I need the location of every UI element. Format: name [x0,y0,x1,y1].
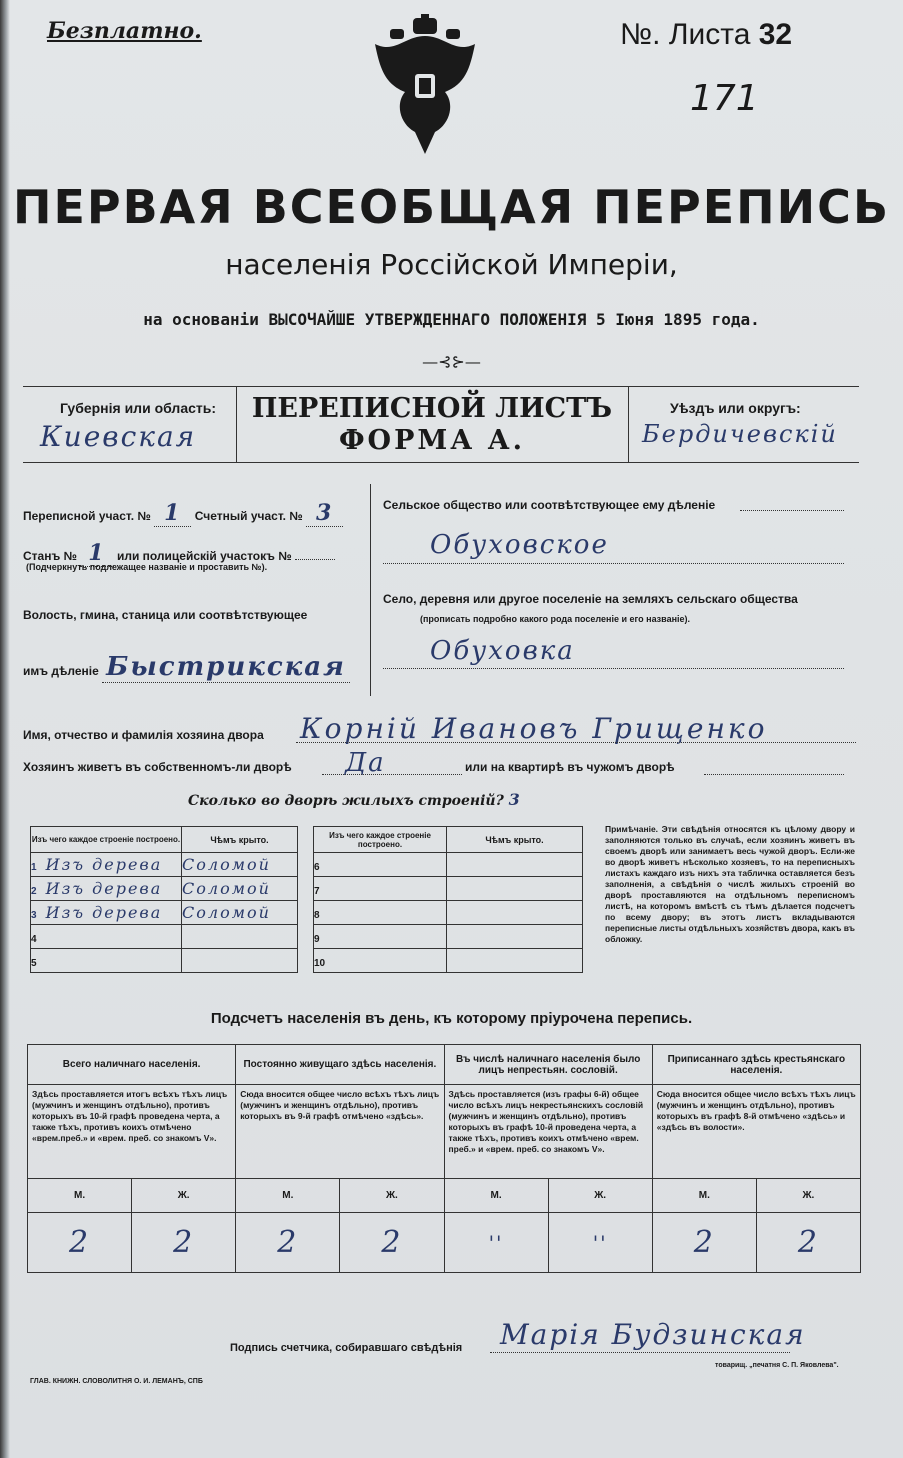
signature-value: Марія Будзинская [500,1318,806,1351]
buildings-table-right [313,826,583,973]
rule [490,1352,790,1353]
count-head: Въ числѣ наличнаго населенія было лицъ непрестьян. сословій. [444,1045,652,1085]
count-head: Постоянно живущаго здѣсь населенія. [236,1045,444,1085]
page-subtitle: населенія Россійской Имперіи, [225,248,678,281]
ornament: —⊰⊱— [422,352,481,371]
buildings-value: 3 [508,790,522,809]
count-value: 2 [236,1213,340,1273]
roof-cell: Соломой [182,901,298,925]
sheet-number [620,18,792,52]
rule [740,510,844,511]
uchastok-label: Переписной участ. № [23,509,151,523]
female-header: Ж. [340,1179,444,1213]
rule [322,774,462,775]
society-label: Сельское общество или соотвѣтствующее ему дѣленіе [383,498,716,512]
schetny-label: Счетный участ. № [194,509,303,523]
signature-label: Подпись счетчика, собиравшаго свѣдѣнія [230,1342,463,1354]
row-number: 8 [314,910,320,921]
row-number: 3 [31,910,39,921]
uchastok-value: 1 [154,500,191,527]
row-number: 7 [314,886,320,897]
police-note: (Подчеркнуть подлежащее названіе и проставить №). [26,562,268,572]
owner-value: Корній Ивановъ Грищенко [300,712,768,745]
count-value: 2 [340,1213,444,1273]
count-head: Всего наличнаго населенія. [28,1045,236,1085]
sheet-no-value: 32 [758,18,793,51]
basis-line: на основаніи ВЫСОЧАЙШЕ УТВЕРЖДЕННАГО ПОЛОЖЕНІЯ 5 Іюня 1895 года. [143,310,760,329]
roof-cell: Соломой [182,853,298,877]
count-value: 2 [652,1213,756,1273]
count-value: '' [548,1213,652,1273]
row-number: 9 [314,934,320,945]
col-roof: Чѣмъ крыто. [447,827,583,853]
volost-label-1: Волость, гмина, станица или соотвѣтствующее [23,608,308,622]
rule [23,462,859,463]
count-value: 2 [28,1213,132,1273]
rented-label: или на квартирѣ въ чужомъ дворѣ [465,760,675,774]
rule [704,774,844,775]
roof-cell: Соломой [182,877,298,901]
own-yard-label: Хозяинъ живетъ въ собственномъ-ли дворѣ [23,760,292,774]
archive-number: 171 [690,78,759,119]
col-roof: Чѣмъ крыто. [182,827,298,853]
count-value: 2 [756,1213,860,1273]
buildings-table-left [30,826,298,973]
count-desc: Здѣсь проставляется итогъ всѣхъ тѣхъ лицъ (мужчинъ и женщинъ отдѣльно), противъ которыхъ въ 10-й графѣ проведена черта, а также тѣхъ, противъ коихъ отмѣчено «врем.преб.» и «врем. преб. со знакомъ V». [28,1085,236,1179]
owner-label: Имя, отчество и фамилія хозяина двора [23,728,264,742]
imperial-eagle-icon [365,14,485,164]
rule [383,563,844,564]
sheet-no-label: №. Листа [620,18,751,51]
table-row [314,925,583,949]
form-title: ПЕРЕПИСНОЙ ЛИСТЪ [251,393,613,424]
free-label: Безплатно. [47,18,202,44]
volost-value: Быстрикская [102,652,350,683]
uezd-label: Уѣздъ или округъ: [670,400,801,416]
count-desc: Сюда вносится общее число всѣхъ тѣхъ лицъ (мужчинъ и женщинъ отдѣльно), противъ которыхъ въ графѣ 8-й отмѣчено «здѣсь» и «здѣсь въ волости». [652,1085,860,1179]
owner-row [23,728,264,742]
count-desc: Здѣсь проставляется (изъ графы 6-й) общее число всѣхъ лицъ некрестьянскихъ сословій (мужчинъ и женщинъ отдѣльно), противъ которыхъ въ графѣ 10-й проведена черта, а также тѣхъ, противъ коихъ отмѣчено «врем. преб.» и «врем. преб. со знакомъ V». [444,1085,652,1179]
table-row [31,925,298,949]
gubernia-value: Киевская [40,420,197,453]
male-header: М. [652,1179,756,1213]
count-value: '' [444,1213,548,1273]
row-number: 10 [314,958,326,969]
footer-right: товарищ. „печатня С. П. Яковлева". [715,1362,839,1369]
rule [383,668,844,669]
society-value: Обуховское [430,530,609,560]
row-number: 4 [31,934,37,945]
count-value: 2 [132,1213,236,1273]
table-row [31,901,298,925]
material-cell: Изъ дерева [45,855,163,874]
schetny-value: 3 [306,500,343,527]
rule [23,386,859,387]
rule [296,742,856,743]
count-title: Подсчетъ населенія въ день, къ которому пріурочена перепись. [210,1010,693,1027]
stan-label: Станъ № [23,549,77,563]
count-table [27,1044,861,1273]
page-title: ПЕРВАЯ ВСЕОБЩАЯ ПЕРЕПИСЬ [12,180,891,234]
table-row [314,949,583,973]
table-row [314,877,583,901]
buildings-label: Сколько во дворѣ жилыхъ строеній? [188,793,504,809]
uezd-value: Бердичевскій [642,420,838,448]
form-name: ФОРМА А. [338,425,526,456]
village-note: (прописать подробно какого рода поселеніе и его названіе). [420,614,691,624]
count-head: Приписаннаго здѣсь крестьянскаго населенія. [652,1045,860,1085]
table-row [31,949,298,973]
rule [370,484,371,696]
village-value: Обуховка [430,636,575,666]
police-label: или полицейскій участокъ № [116,549,292,563]
male-header: М. [444,1179,548,1213]
table-row [314,853,583,877]
own-yard-value: Да [345,748,386,778]
buildings-row [188,790,522,809]
row-number: 5 [31,958,37,969]
col-material: Изъ чего каждое строеніе построено. [31,827,182,853]
uchastok-row [23,500,343,526]
rule [628,386,629,462]
table-row [31,853,298,877]
male-header: М. [28,1179,132,1213]
male-header: М. [236,1179,340,1213]
row-number: 2 [31,886,39,897]
female-header: Ж. [132,1179,236,1213]
village-label: Село, деревня или другое поселеніе на земляхъ сельскаго общества [383,592,798,606]
stan-value: 1 [80,540,113,567]
footer-left: ГЛАВ. КНИЖН. СЛОВОЛИТНЯ О. И. ЛЕМАНЪ, СПБ [30,1378,203,1385]
volost-label-2: имъ дѣленіе [23,664,99,678]
material-cell: Изъ дерева [45,903,163,922]
count-values-row [28,1213,861,1273]
buildings-note: Примѣчаніе. Эти свѣдѣнія относятся къ цѣлому двору и заполняются только въ случаѣ, если хозяинъ живетъ въ своемъ дворѣ или занимаетъ весь чужой дворъ. Если-же во дворѣ живетъ нѣсколько хозяевъ, то на переписныхъ листахъ каждаго изъ нихъ эта табличка оставляется безъ заполненія, а свѣдѣнія о числѣ жилыхъ строеній во дворѣ проставляются на отдѣльномъ переписномъ листѣ, на которомъ вмѣстѣ съ тѣмъ дѣлается подсчетъ по всему двору; въ этотъ листъ вкладываются переписные листы отдѣльныхъ хозяйствъ двора, какъ въ обложку. [605,824,856,944]
table-row [314,901,583,925]
row-number: 6 [314,862,320,873]
volost-row [23,652,350,682]
female-header: Ж. [548,1179,652,1213]
female-header: Ж. [756,1179,860,1213]
table-row [31,877,298,901]
material-cell: Изъ дерева [45,879,163,898]
row-number: 1 [31,862,39,873]
gubernia-label: Губернія или область: [60,400,217,416]
col-material: Изъ чего каждое строеніе построено. [314,827,447,853]
count-desc: Сюда вносится общее число всѣхъ тѣхъ лицъ (мужчинъ и женщинъ отдѣльно), противъ которыхъ въ 9-й графѣ отмѣчено «здѣсь». [236,1085,444,1179]
